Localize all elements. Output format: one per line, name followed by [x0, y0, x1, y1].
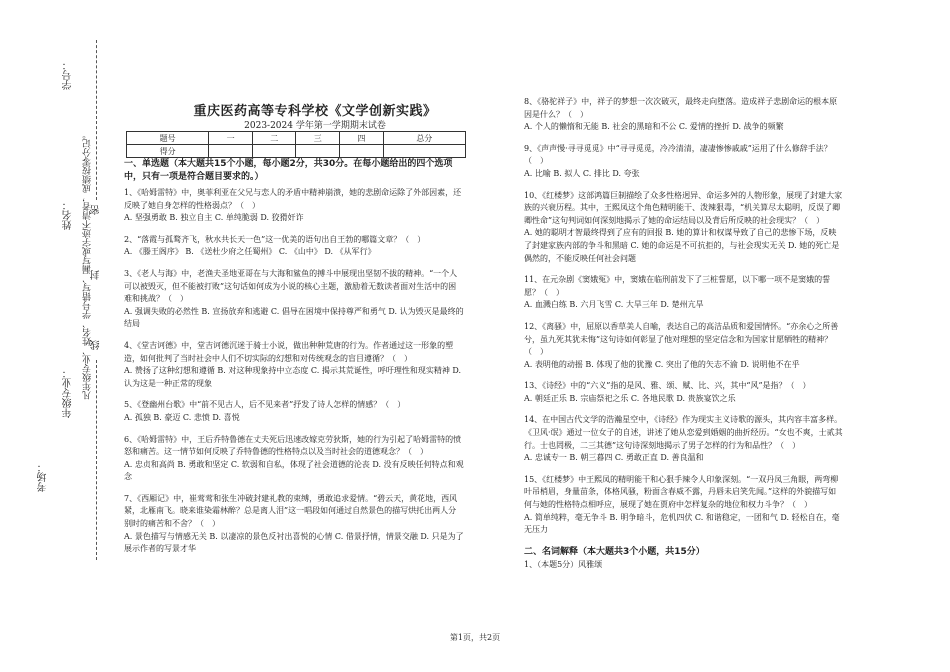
question-1	[124, 187, 464, 225]
question-options: A. 忠贞和高尚 B. 勇敢和坚定 C. 软弱和自私，体现了社会道德的沦丧 D. 没有反映任何特点和观念	[124, 459, 464, 482]
page-footer: 第1页，共2页	[449, 633, 501, 642]
question-stem: 11、在元杂剧《窦娥冤》中，窦娥在临刑前发下了三桩誓愿，以下哪一项不是窦娥的誓愿？（ ）	[524, 275, 831, 297]
section-2-item-1: 1、（本题5分）风雅颂	[524, 559, 603, 569]
question-9	[524, 143, 844, 181]
question-stem: 5、《登幽州台歌》中“前不见古人，后不见来者”抒发了诗人怎样的情感？（ ）	[124, 400, 406, 410]
question-5	[124, 399, 464, 424]
question-2	[124, 234, 464, 259]
question-10	[524, 190, 844, 266]
score-cell[interactable]	[296, 145, 340, 158]
name-label: 姓名：	[63, 200, 74, 230]
left-column	[124, 158, 464, 565]
seal-mark-xian: 线	[91, 340, 102, 350]
question-options: A. 坚强勇敢 B. 独立自主 C. 单纯脆弱 D. 狡猾奸诈	[124, 213, 304, 223]
question-options: A. 强调失败的必然性 B. 宣扬放弃和逃避 C. 倡导在困境中保持尊严和勇气 D. 认为毁灭是最终的结局	[124, 306, 464, 329]
question-stem: 2、“落霞与孤鹜齐飞，秋水共长天一色”这一优美的语句出自王勃的哪篇文章？（ ）	[124, 234, 426, 244]
score-cell[interactable]	[209, 145, 253, 158]
score-col-4: 四	[340, 132, 384, 145]
section-1-heading: 一、单选题（本大题共15个小题，每小题2分，共30分。在每小题给出的四个选项中，只有一项是符合题目要求的。）	[124, 159, 453, 182]
question-stem: 3、《老人与海》中，老渔夫圣地亚哥在与大海和鲨鱼的搏斗中展现出坚韧不拔的精神。“一个人可以被毁灭，但不能被打败”这句话如何成为小说的核心主题，激励着无数读者面对生活中的困难和挑战？（ ）	[124, 268, 458, 304]
question-stem: 13、《诗经》中的“六义”指的是风、雅、颂、赋、比、兴，其中“风”是指？（ ）	[524, 381, 811, 391]
question-stem: 14、在中国古代文学的浩瀚星空中，《诗经》作为现实主义诗歌的源头，其内容丰富多样。《卫风·氓》通过一位女子的自述，讲述了她从恋爱到婚姻的曲折经历。“女也不爽，士贰其行。士也罔极，二三其德”这句诗深刻地揭示了男子怎样的行为和品性？（ ）	[524, 415, 843, 450]
score-col-total: 总分	[383, 132, 465, 145]
question-8	[524, 96, 844, 134]
question-options: A. 个人的懒惰和无能 B. 社会的黑暗和不公 C. 爱情的挫折 D. 战争的频繁	[524, 122, 784, 132]
question-4	[124, 340, 464, 390]
question-options: A. 景色描写与情感无关 B. 以凄凉的景色反衬出喜悦的心情 C. 借景抒情，情景交融 D. 只是为了展示作者的写景才华	[124, 531, 464, 554]
score-col-question: 题号	[127, 132, 209, 145]
question-15	[524, 474, 844, 537]
question-12	[524, 321, 844, 371]
question-stem: 6、《哈姆雷特》中，王后乔特鲁德在丈夫死后迅速改嫁克劳狄斯，她的行为引起了哈姆雷特的愤怒和痛苦。这一情节如何反映了乔特鲁德的性格特点以及当时社会的道德观念？（ ）	[124, 434, 462, 457]
score-col-1: 一	[209, 132, 253, 145]
question-stem: 4、《堂吉诃德》中，堂吉诃德沉迷于骑士小说，做出种种荒唐的行为。作者通过这一形象的塑造，如何批判了当时社会中人们不切实际的幻想和对传统观念的盲目遵循？（ ）	[124, 340, 454, 363]
question-3	[124, 268, 464, 331]
score-cell[interactable]	[340, 145, 384, 158]
student-id-label: 学号：	[63, 60, 74, 90]
question-6	[124, 434, 464, 484]
question-options: A. 简单纯粹，毫无争斗 B. 明争暗斗，危机四伏 C. 和谐稳定，一团和气 D. 轻松自在，毫无压力	[524, 512, 840, 535]
question-options: A. 孤独 B. 豪迈 C. 悲愤 D. 喜悦	[124, 412, 240, 422]
seal-line-lower	[96, 360, 97, 560]
question-options: A. 血溅白练 B. 六月飞雪 C. 大旱三年 D. 楚州亢旱	[524, 300, 704, 310]
score-cell[interactable]	[252, 145, 296, 158]
question-options: A. 表明他的动摇 B. 体现了他的犹豫 C. 突出了他的矢志不渝 D. 说明他不在乎	[524, 359, 800, 369]
class-label: 年级专业：	[63, 368, 74, 418]
question-options: A. 《滕王阁序》 B. 《送杜少府之任蜀州》 C. 《山中》 D. 《从军行》	[124, 247, 376, 257]
seal-notice: 凡年级专业、姓名、学号错写、漏写或字迹不清者，成绩按零分记。	[83, 130, 93, 400]
question-options: A. 比喻 B. 拟人 C. 排比 D. 夸张	[524, 168, 640, 178]
question-stem: 1、《哈姆雷特》中，奥菲利亚在父兄与恋人的矛盾中精神崩溃，她的悲剧命运除了外部因素，还反映了她自身怎样的性格弱点？（ ）	[124, 188, 462, 210]
question-options: A. 朝廷正乐 B. 宗庙祭祀之乐 C. 各地民歌 D. 贵族宴饮之乐	[524, 393, 736, 403]
exam-title: 重庆医药高等专科学校《文学创新实践》	[193, 104, 437, 119]
question-stem: 7、《西厢记》中，崔莺莺和张生冲破封建礼教的束缚，勇敢追求爱情。“碧云天，黄花地，西风紧，北雁南飞。晓来谁染霜林醉？总是离人泪”这一唱段如何通过自然景色的描写烘托出两人分别时的痛苦和不舍？（ ）	[124, 493, 458, 529]
test-site-label: 考场：	[38, 462, 49, 492]
score-col-2: 二	[252, 132, 296, 145]
question-11	[524, 274, 844, 312]
question-stem: 15、《红楼梦》中王熙凤的精明能干和心狠手辣令人印象深刻。“一双丹凤三角眼，两弯柳叶吊梢眉，身量苗条，体格风骚，粉面含春威不露，丹唇未启笑先闻。”这样的外貌描写如何与她的性格特点相呼应，展现了她在贾府中怎样复杂的地位和权力斗争？（ ）	[524, 474, 839, 510]
question-13	[524, 380, 844, 405]
question-stem: 12、《离骚》中，屈原以香草美人自喻，表达自己的高洁品质和爱国情怀。“亦余心之所善兮，虽九死其犹未悔”这句诗如何彰显了他对理想的坚定信念和为国家甘愿牺牲的精神？（ ）	[524, 321, 839, 357]
score-row-label: 得分	[127, 145, 209, 158]
question-7	[124, 493, 464, 556]
question-14	[524, 414, 844, 464]
question-stem: 10、《红楼梦》这部鸿篇巨制描绘了众多性格迥异、命运多舛的人物形象，展现了封建大家族的兴衰历程。其中，王熙凤这个角色精明能干、泼辣狠毒，“机关算尽太聪明，反误了卿卿性命”这句判词如何深刻地揭示了她的命运结局以及背后所反映的社会现实？（ ）	[524, 190, 843, 225]
question-stem: 9、《声声慢·寻寻觅觅》中“寻寻觅觅，冷冷清清，凄凄惨惨戚戚”运用了什么修辞手法？（ ）	[524, 143, 832, 166]
section-2-heading: 二、名词解释（本大题共3个小题，共15分）	[524, 546, 705, 557]
question-options: A. 她的聪明才智最终得到了应有的回报 B. 她的算计和权谋导致了自己的悲惨下场，反映了封建家族内部的争斗和黑暗 C. 她的命运是不可抗拒的，与社会现实无关 D. 她的死亡是偶然的，不能反映任何社会问题	[524, 228, 840, 263]
question-stem: 8、《骆驼祥子》中，祥子的梦想一次次破灭，最终走向堕落。造成祥子悲剧命运的根本原因是什么？（ ）	[524, 97, 838, 119]
seal-line-upper	[96, 40, 97, 200]
right-column	[524, 96, 844, 571]
score-table	[126, 131, 466, 158]
question-options: A. 赞扬了这种幻想和遵循 B. 对这种现象持中立态度 C. 揭示其荒诞性，呼吁理性和现实精神 D. 认为这是一种正常的现象	[124, 366, 462, 388]
exam-subtitle: 2023-2024 学年第一学期期末试卷	[244, 121, 386, 131]
seal-mark-mi: 密	[91, 205, 102, 215]
question-options: A. 忠诚专一 B. 朝三暮四 C. 勇敢正直 D. 善良温和	[524, 453, 704, 463]
score-col-3: 三	[296, 132, 340, 145]
score-cell[interactable]	[383, 145, 465, 158]
seal-mark-feng: 封	[91, 270, 102, 280]
